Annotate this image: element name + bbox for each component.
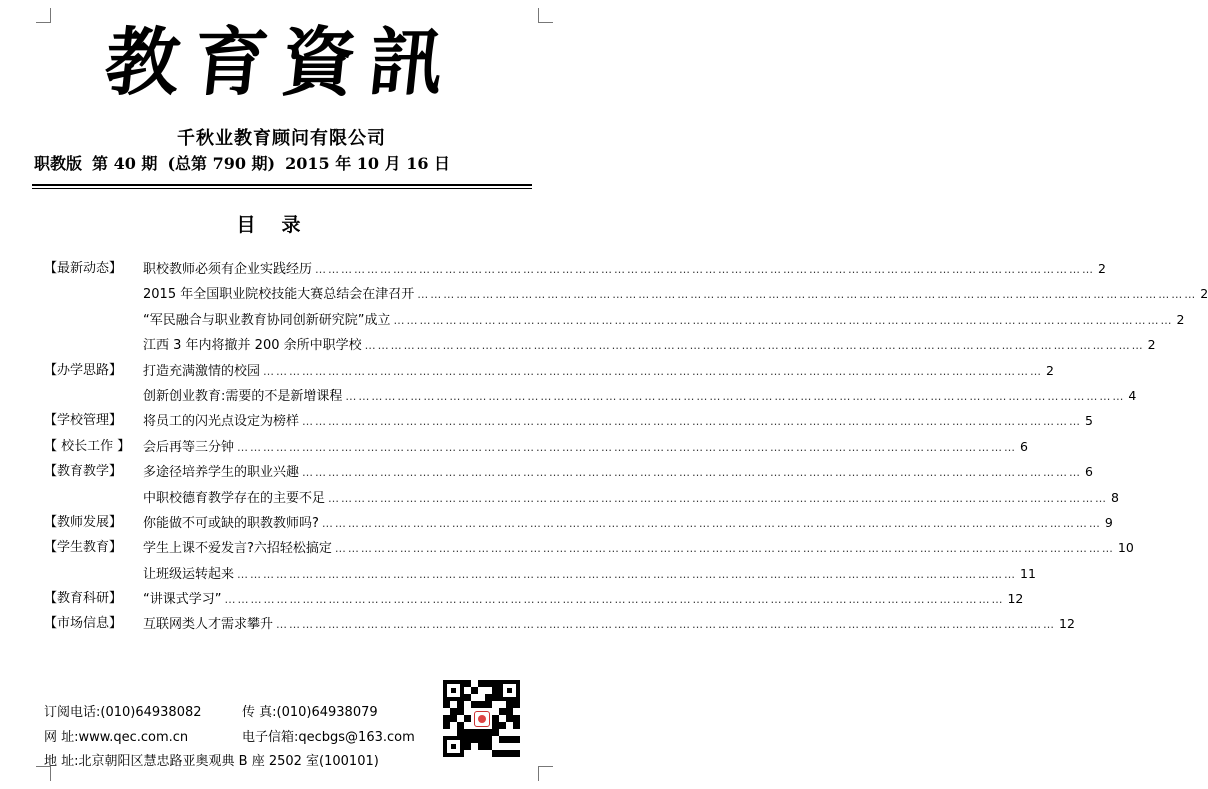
- toc-entry[interactable]: [143, 362, 1054, 381]
- toc-page-number: 2: [1176, 311, 1185, 327]
- toc-page-number: 10: [1117, 540, 1134, 556]
- toc-page-number: 4: [1128, 387, 1137, 403]
- toc-entry[interactable]: [143, 438, 1028, 457]
- toc-row[interactable]: [0, 590, 1024, 615]
- toc-entry-title[interactable]: 多途径培养学生的职业兴趣: [143, 465, 300, 481]
- toc-leader-dots: ………………………………………………………………………………………………………………………………………………………………: [237, 440, 1018, 454]
- toc-category: 【教育教学】: [44, 464, 123, 480]
- toc-row[interactable]: [0, 565, 1036, 590]
- header-rule-thick: [32, 184, 532, 186]
- toc-entry[interactable]: [143, 590, 1024, 609]
- issue-date: 2015 年 10 月 16 日: [285, 154, 451, 173]
- toc-entry-title[interactable]: 互联网类人才需求攀升: [143, 617, 274, 633]
- toc-entry-title[interactable]: 江西 3 年内将撤并 200 余所中职学校: [143, 338, 362, 354]
- toc-leader-dots: ………………………………………………………………………………………………………………………………………………………………: [417, 288, 1198, 302]
- contact-row-1: [44, 701, 378, 720]
- toc-entry[interactable]: [143, 311, 1185, 330]
- toc-entry[interactable]: [143, 565, 1036, 584]
- toc-row[interactable]: [0, 615, 1075, 640]
- toc-entry-title[interactable]: 会后再等三分钟: [143, 439, 235, 455]
- website[interactable]: 网 址:www.qec.com.cn: [44, 730, 189, 745]
- toc-entry-title[interactable]: 创新创业教育:需要的不是新增课程: [143, 388, 343, 404]
- toc-page-number: 12: [1059, 616, 1075, 632]
- toc-page-number: 8: [1111, 489, 1119, 505]
- header-rule-thin: [32, 188, 532, 189]
- toc-title: 目录: [236, 214, 327, 236]
- toc-entry-title[interactable]: 学生上课不爱发言?六招轻松搞定: [143, 541, 332, 557]
- toc-leader-dots: ………………………………………………………………………………………………………………………………………………………………: [237, 567, 1018, 581]
- toc-entry-title[interactable]: 职校教师必须有企业实践经历: [143, 262, 313, 277]
- toc-leader-dots: ………………………………………………………………………………………………………………………………………………………………: [364, 339, 1145, 353]
- subscribe-phone: 订阅电话:(010)64938082: [44, 705, 202, 720]
- email[interactable]: 电子信箱:qecbgs@163.com: [242, 730, 415, 745]
- toc-page-number: 6: [1020, 438, 1028, 454]
- toc-page-number: 2: [1147, 337, 1156, 353]
- fax: 传 真:(010)64938079: [242, 705, 378, 720]
- company-name: 千秋业教育顾问有限公司: [177, 128, 386, 149]
- toc-row[interactable]: [0, 489, 1119, 514]
- toc-leader-dots: ………………………………………………………………………………………………………………………………………………………………: [263, 364, 1044, 378]
- toc-category: 【学校管理】: [44, 413, 123, 429]
- toc-category: 【市场信息】: [44, 616, 123, 632]
- crop-mark-bottom-right: [538, 766, 553, 781]
- toc-entry[interactable]: [143, 463, 1093, 482]
- toc-row[interactable]: [0, 311, 1185, 336]
- toc-row[interactable]: [0, 438, 1028, 463]
- toc-entry-title[interactable]: “军民融合与职业教育协同创新研究院”成立: [143, 312, 391, 328]
- toc-entry-title[interactable]: 打造充满激情的校园: [143, 363, 261, 379]
- toc-entry[interactable]: [143, 539, 1134, 558]
- toc-row[interactable]: [0, 285, 1208, 310]
- toc-entry-title[interactable]: “讲课式学习”: [143, 592, 222, 608]
- toc-category: 【 校长工作 】: [44, 438, 131, 454]
- toc-row[interactable]: [0, 387, 1137, 412]
- toc-page-number: 2: [1046, 362, 1054, 378]
- issue-line: [34, 151, 534, 174]
- toc-page-number: 2: [1200, 286, 1208, 302]
- toc-row[interactable]: [0, 539, 1134, 564]
- toc-leader-dots: ………………………………………………………………………………………………………………………………………………………………: [334, 542, 1115, 556]
- toc-entry[interactable]: [143, 387, 1137, 406]
- toc-row[interactable]: [0, 362, 1054, 387]
- toc-leader-dots: ………………………………………………………………………………………………………………………………………………………………: [328, 491, 1109, 505]
- toc-row[interactable]: [0, 412, 1093, 437]
- contact-row-2: [44, 726, 415, 745]
- toc-leader-dots: ………………………………………………………………………………………………………………………………………………………………: [315, 263, 1096, 276]
- toc-entry[interactable]: [143, 260, 1106, 279]
- masthead-title: 教育資訊: [100, 20, 463, 106]
- qr-code-icon: [441, 678, 523, 760]
- toc-entry-title[interactable]: 将员工的闪光点设定为榜样: [143, 414, 300, 430]
- toc-row[interactable]: [0, 260, 1106, 285]
- toc-leader-dots: ………………………………………………………………………………………………………………………………………………………………: [224, 593, 1005, 607]
- toc-entry-title[interactable]: 中职校德育教学存在的主要不足: [143, 490, 326, 506]
- toc-leader-dots: ………………………………………………………………………………………………………………………………………………………………: [302, 415, 1083, 429]
- toc-page-number: 12: [1007, 591, 1024, 607]
- issue-edition: 职教版: [34, 154, 83, 173]
- toc-category: 【教育科研】: [44, 591, 123, 607]
- toc-row[interactable]: [0, 463, 1093, 488]
- toc-category: 【学生教育】: [44, 540, 123, 556]
- toc-entry[interactable]: [143, 514, 1113, 533]
- toc-leader-dots: ………………………………………………………………………………………………………………………………………………………………: [393, 313, 1174, 327]
- toc-entry-title[interactable]: 2015 年全国职业院校技能大赛总结会在津召开: [143, 287, 415, 303]
- toc-row[interactable]: [0, 336, 1156, 361]
- toc-entry[interactable]: [143, 412, 1093, 431]
- toc-entry[interactable]: [143, 336, 1156, 355]
- toc-category: 【教师发展】: [44, 514, 123, 530]
- toc-page-number: 11: [1020, 565, 1036, 581]
- toc-page-number: 6: [1085, 464, 1093, 480]
- toc-leader-dots: ………………………………………………………………………………………………………………………………………………………………: [321, 516, 1102, 530]
- toc-leader-dots: ………………………………………………………………………………………………………………………………………………………………: [302, 466, 1083, 480]
- toc-row[interactable]: [0, 514, 1113, 539]
- toc-category: 【最新动态】: [44, 261, 123, 276]
- toc-entry[interactable]: [143, 615, 1075, 634]
- toc-page-number: 5: [1085, 413, 1093, 429]
- toc-category: 【办学思路】: [44, 362, 123, 378]
- toc-page-number: 2: [1098, 261, 1106, 276]
- toc-entry[interactable]: [143, 285, 1208, 304]
- toc-leader-dots: ………………………………………………………………………………………………………………………………………………………………: [276, 618, 1057, 632]
- toc-leader-dots: ………………………………………………………………………………………………………………………………………………………………: [345, 389, 1126, 403]
- contact-row-3: [44, 750, 379, 769]
- toc-entry-title[interactable]: 让班级运转起来: [143, 566, 235, 582]
- toc-entry[interactable]: [143, 489, 1119, 508]
- address: 地 址:北京朝阳区慧忠路亚奥观典 B 座 2502 室(100101): [44, 754, 379, 769]
- issue-total-number: (总第 790 期): [167, 154, 276, 173]
- issue-number: 第 40 期: [92, 154, 158, 173]
- toc-page-number: 9: [1104, 514, 1113, 530]
- table-of-contents: [0, 260, 1208, 641]
- toc-entry-title[interactable]: 你能做不可或缺的职教教师吗?: [143, 515, 319, 531]
